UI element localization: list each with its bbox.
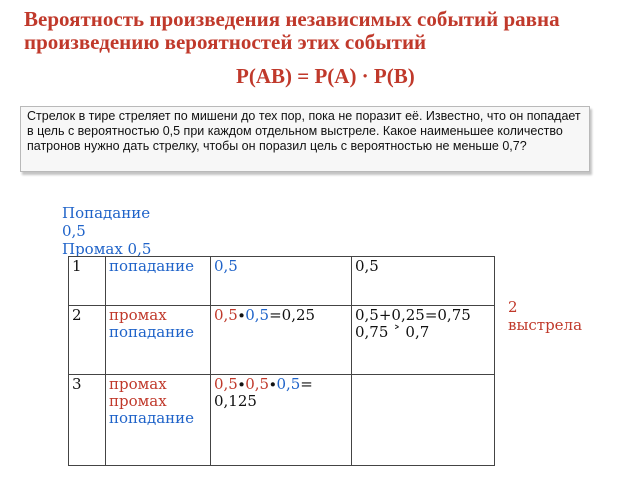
prob-miss: 0,5	[214, 306, 238, 324]
product-cell	[211, 257, 352, 306]
prob-hit: 0,5	[276, 375, 301, 393]
table-row	[69, 375, 495, 466]
table-row	[69, 257, 495, 306]
event-miss: промах	[109, 375, 167, 393]
legend-hit-label: Попадание	[62, 204, 151, 222]
multiply-dot: ∙	[237, 375, 246, 393]
title-line-1: Вероятность произведения независимых событий равна	[24, 7, 560, 31]
probability-legend	[62, 204, 151, 258]
product-result: 0,125	[214, 392, 257, 410]
product-rule-formula: P(AB) = P(A) · P(B)	[236, 64, 415, 88]
answer-unit: выстрела	[508, 316, 583, 334]
sum-cell	[352, 306, 495, 375]
event-hit: попадание	[109, 257, 195, 275]
multiply-dot: ∙	[269, 375, 277, 393]
events-cell	[106, 375, 211, 466]
comparison-line: 0,75 ˃ 0,7	[355, 323, 430, 341]
answer-count: 2	[508, 298, 518, 316]
event-hit: попадание	[109, 323, 195, 341]
events-cell	[106, 306, 211, 375]
shots-table	[68, 256, 495, 466]
product-cell	[211, 375, 352, 466]
product-cell	[211, 306, 352, 375]
equals-sign: =	[300, 375, 313, 393]
shot-number: 3	[69, 375, 106, 466]
event-hit: попадание	[109, 409, 195, 427]
shot-number: 1	[69, 257, 106, 306]
event-miss: промах	[109, 392, 167, 410]
sum-cell	[352, 375, 495, 466]
prob-miss: 0,5	[214, 375, 238, 393]
shot-number: 2	[69, 306, 106, 375]
title-line-2: произведению вероятностей этих событий	[24, 30, 427, 54]
sum-cell	[352, 257, 495, 306]
legend-hit-value: 0,5	[62, 222, 86, 240]
event-miss: промах	[109, 306, 167, 324]
legend-miss: Промах 0,5	[62, 240, 152, 258]
slide-title	[24, 8, 624, 54]
events-cell	[106, 257, 211, 306]
sum-line: 0,5	[355, 257, 379, 275]
sum-line: 0,5+0,25=0,75	[355, 306, 471, 324]
prob-miss: 0,5	[245, 375, 270, 393]
problem-statement-box: Стрелок в тире стреляет по мишени до тех пор, пока не поразит её. Известно, что он попадает в цель с вероятностью 0,5 при каждом отдельном выстреле. Какое наименьшее количество патронов нужно дать стрелку, чтобы он поразил цель с вероятностью не меньше 0,7?	[20, 106, 590, 172]
multiply-dot: ∙	[237, 306, 246, 324]
product-result: =0,25	[269, 306, 316, 324]
answer-note	[508, 298, 582, 334]
prob-hit: 0,5	[214, 257, 238, 275]
prob-hit: 0,5	[245, 306, 270, 324]
table-row	[69, 306, 495, 375]
